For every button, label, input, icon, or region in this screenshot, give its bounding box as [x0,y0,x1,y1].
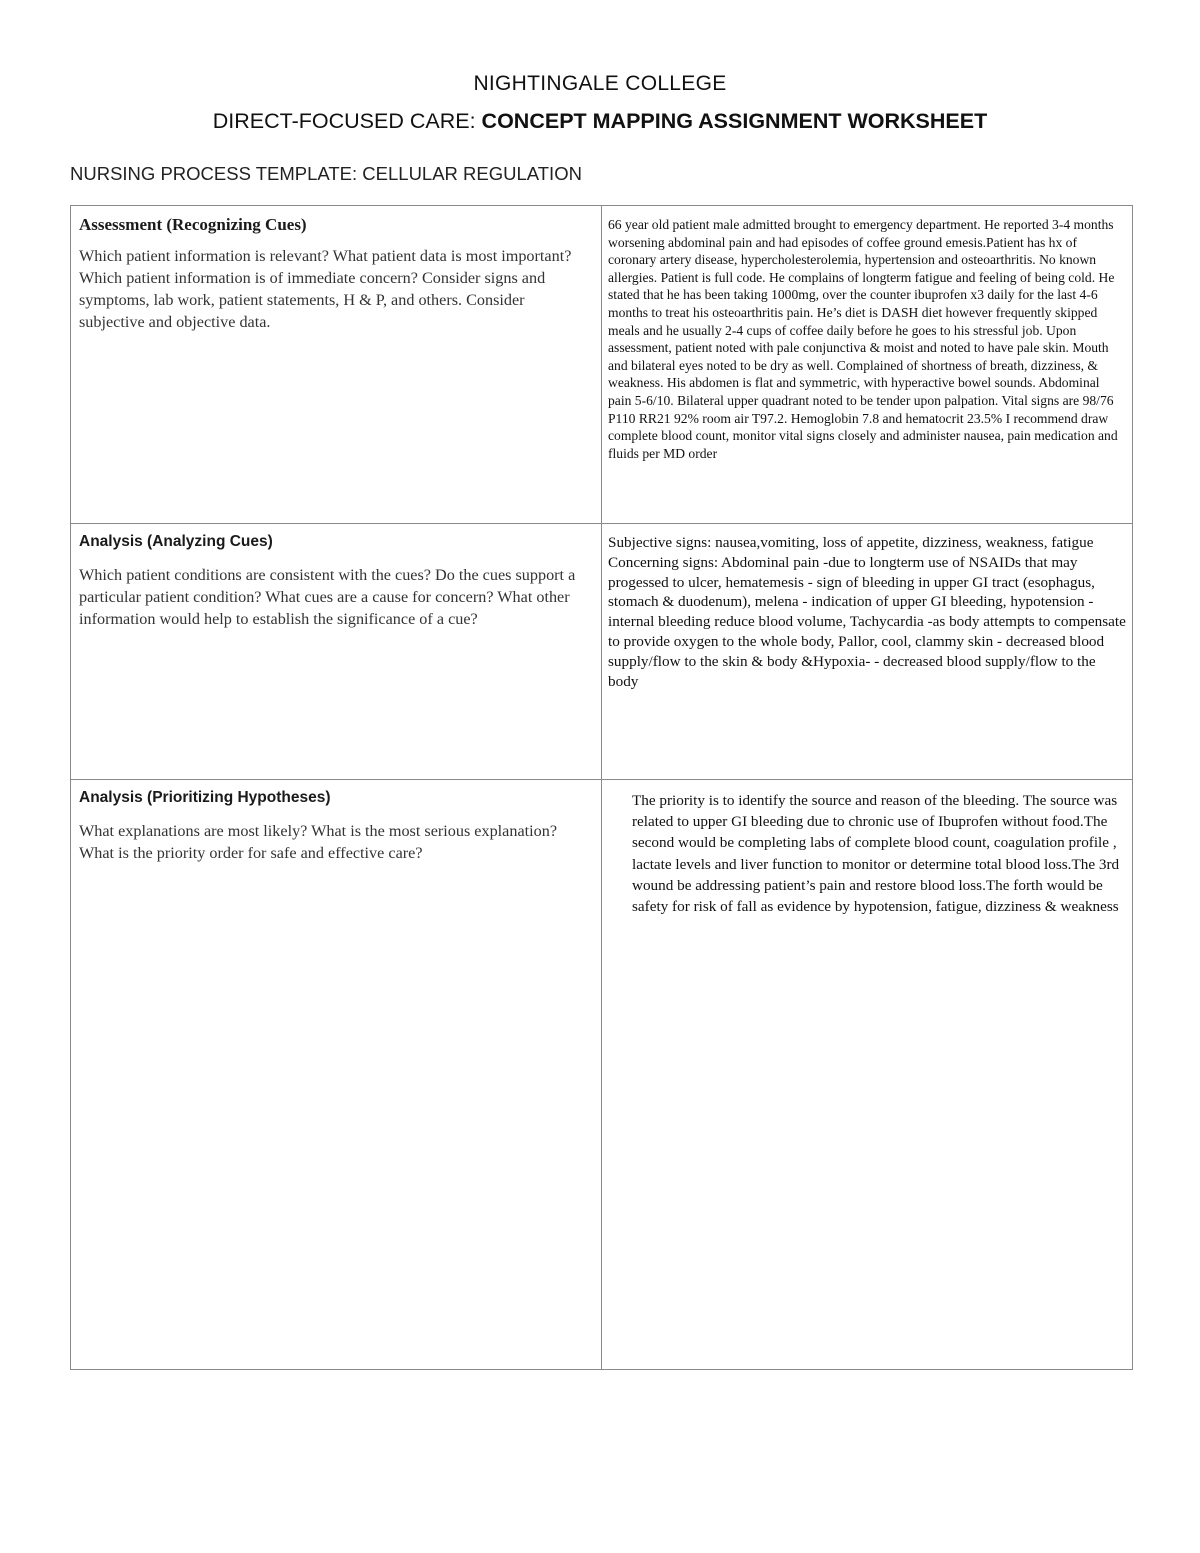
prioritizing-hypotheses-row [71,780,1133,1370]
template-label: NURSING PROCESS TEMPLATE: CELLULAR REGULATION [70,163,582,184]
subjective-signs-text: Subjective signs: nausea,vomiting, loss of appetite, dizziness, weakness, fatigue [608,534,1094,551]
analyzing-cues-prompt: Which patient conditions are consistent with the cues? Do the cues support a particular patient condition? What cues are a cause for concern? What other information would help to establish the significance of a cue? [79,566,576,628]
title-bold: CONCEPT MAPPING ASSIGNMENT WORKSHEET [481,109,988,133]
assessment-answer-cell [602,206,1133,524]
prioritizing-answer[interactable]: The priority is to identify the source and reason of the bleeding. The source was related to upper GI bleeding due to chronic use of Ibuprofen without food.The second would be completing labs of complete blood count, coagulation profile , lactate levels and liver function to monitor or determine total blood loss.The 3rd wound be addressing patient’s pain and restore blood loss.The forth would be safety for risk of fall as evidence by hypotension, fatigue, dizziness & weakness [632,792,1120,916]
analyzing-cues-prompt-cell [71,524,602,780]
assessment-heading: Assessment (Recognizing Cues) [79,215,307,234]
prioritizing-prompt: What explanations are most likely? What is the most serious explanation? What is the priority order for safe and effective care? [79,822,558,862]
title-prefix: DIRECT-FOCUSED CARE: [212,109,482,133]
concerning-signs-text: Concerning signs: Abdominal pain -due to longterm use of NSAIDs that may progessed to ulcer, hematemesis - sign of bleeding in upper GI tract (esophagus, stomach & duodenum), melena - indication of upper GI bleeding, hypotension - internal bleeding reduce blood volume, Tachycardia -as body attempts to compensate to provide oxygen to the whole body, Pallor, cool, clammy skin - decreased blood supply/flow to the skin & body &Hypoxia- - decreased blood supply/flow to the body [608,553,1126,690]
assessment-row [71,206,1133,524]
analyzing-cues-answer-cell [602,524,1133,780]
analyzing-cues-heading: Analysis (Analyzing Cues) [79,533,273,550]
prioritizing-answer-cell [602,780,1133,1370]
assessment-prompt-cell [71,206,602,524]
prioritizing-heading: Analysis (Prioritizing Hypotheses) [79,789,331,806]
assessment-answer[interactable]: 66 year old patient male admitted brought to emergency department. He reported 3-4 months worsening abdominal pain and had episodes of coffee ground emesis.Patient has hx of coronary artery disease, hypercholesterolemia, hypertension and osteoarthritis. No known allergies. Patient is full code. He complains of longterm fatigue and feeling of being cold. He stated that he has been taking 1000mg, over the counter ibuprofen x3 daily for the last 4-6 months to treat his osteoarthritis pain. He’s diet is DASH diet however frequently skipped meals and he usually 2-4 cups of coffee daily before he goes to his stressful job. Upon assessment, patient noted with pale conjunctiva & moist and noted to have pale skin. Mouth and bilateral eyes noted to be dry as well. Complained of shortness of breath, dizziness, & weakness. His abdomen is flat and symmetric, with hyperactive bowel sounds. Abdominal pain 5-6/10. Bilateral upper quadrant noted to be tender upon palpation. Vital signs are 98/76 P110 RR21 92% room air T97.2. Hemoglobin 7.8 and hematocrit 23.5% I recommend draw complete blood count, monitor vital signs closely and administer nausea, pain medication and fluids per MD order [608,217,1118,461]
document-title [0,109,1200,134]
prioritizing-prompt-cell [71,780,602,1370]
nursing-process-table [70,205,1133,1370]
analyzing-cues-answer[interactable] [602,524,1132,691]
analyzing-cues-row [71,524,1133,780]
assessment-prompt: Which patient information is relevant? What patient data is most important? Which patient information is of immediate concern? Consider signs and symptoms, lab work, patient statements, H & P, and others. Consider subjective and objective data. [79,247,572,331]
college-name: NIGHTINGALE COLLEGE [473,72,727,95]
